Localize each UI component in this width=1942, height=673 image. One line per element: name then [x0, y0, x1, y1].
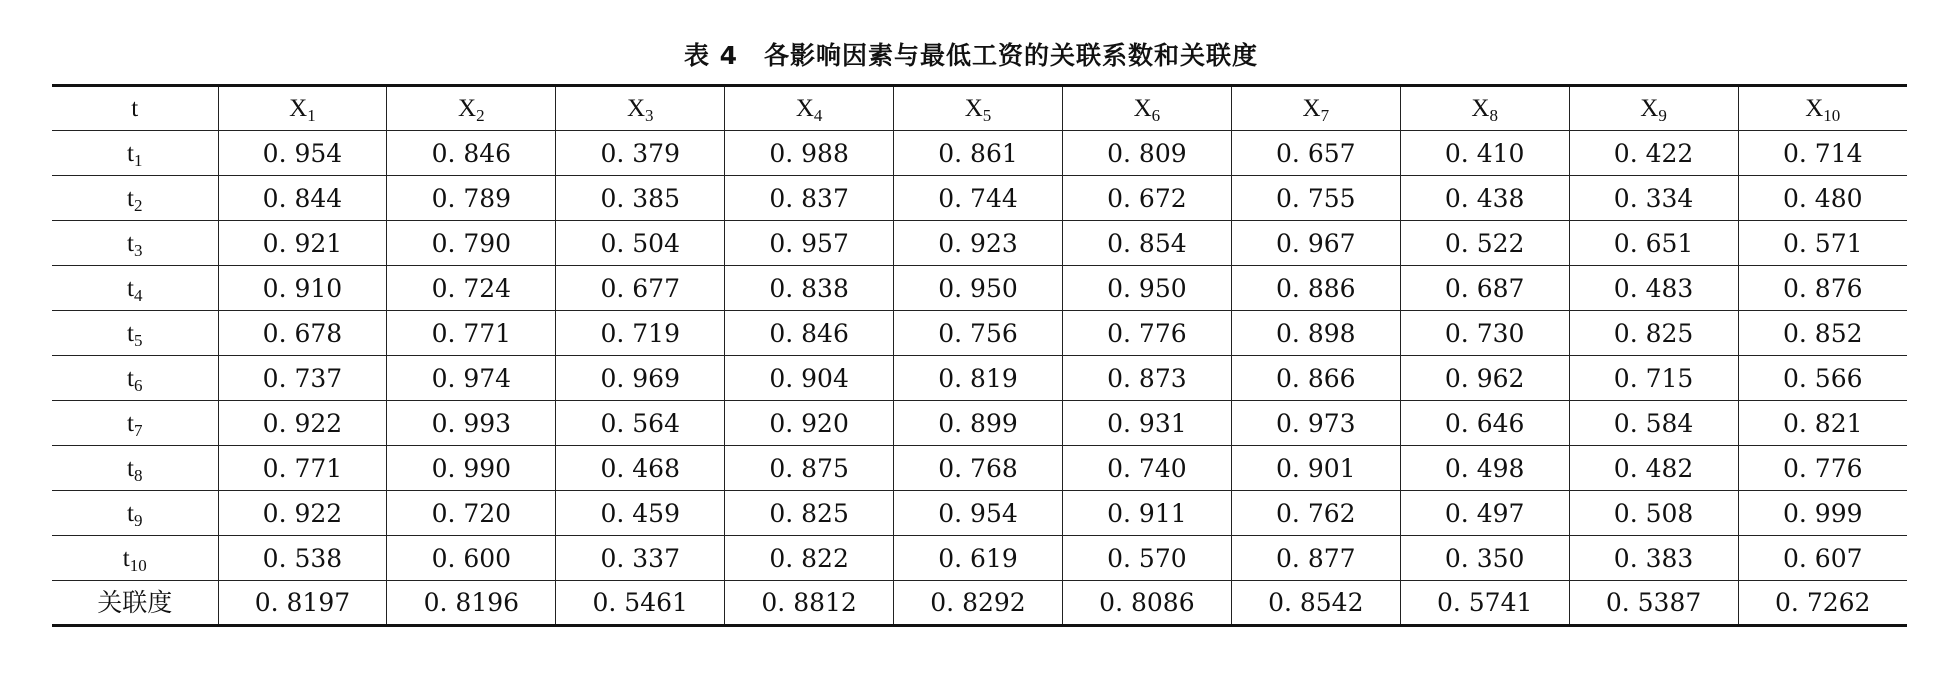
column-header-subscript: 9 [1658, 106, 1667, 125]
table-cell: 0. 651 [1569, 221, 1738, 266]
table-cell: 0. 854 [1062, 221, 1231, 266]
row-header-subscript: 4 [133, 285, 143, 305]
column-header-base: X [1302, 95, 1321, 122]
column-header-subscript: 10 [1823, 106, 1841, 125]
summary-cell: 0. 8292 [894, 581, 1063, 626]
column-header-subscript: 6 [1151, 106, 1161, 125]
column-header-subscript: 5 [982, 106, 992, 125]
column-header-subscript: 8 [1489, 106, 1498, 125]
row-header [52, 131, 218, 176]
table-cell: 0. 410 [1400, 131, 1569, 176]
table-cell: 0. 922 [218, 401, 387, 446]
table-cell: 0. 657 [1231, 131, 1400, 176]
table-cell: 0. 954 [218, 131, 387, 176]
table-cell: 0. 973 [1231, 401, 1400, 446]
table-cell: 0. 923 [894, 221, 1063, 266]
table-cell: 0. 876 [1738, 266, 1907, 311]
table-cell: 0. 822 [725, 536, 894, 581]
row-header-subscript: 6 [133, 375, 143, 395]
column-header-base: X [795, 95, 814, 122]
row-header [52, 536, 218, 581]
table-cell: 0. 337 [556, 536, 725, 581]
table-cell: 0. 522 [1400, 221, 1569, 266]
table-cell: 0. 497 [1400, 491, 1569, 536]
column-header [894, 86, 1063, 131]
table-cell: 0. 899 [894, 401, 1063, 446]
row-header [52, 311, 218, 356]
table-cell: 0. 756 [894, 311, 1063, 356]
table-cell: 0. 538 [218, 536, 387, 581]
table-row [52, 311, 1907, 356]
table-cell: 0. 646 [1400, 401, 1569, 446]
row-header [52, 221, 218, 266]
table-cell: 0. 974 [387, 356, 556, 401]
column-header-base: X [1471, 95, 1490, 122]
table-cell: 0. 672 [1062, 176, 1231, 221]
row-header [52, 176, 218, 221]
summary-label: 关联度 [52, 581, 218, 626]
table-cell: 0. 483 [1569, 266, 1738, 311]
row-header [52, 491, 218, 536]
row-header [52, 356, 218, 401]
column-header [1062, 86, 1231, 131]
table-cell: 0. 584 [1569, 401, 1738, 446]
table-title: 各影响因素与最低工资的关联系数和关联度 [764, 41, 1259, 70]
table-row [52, 131, 1907, 176]
summary-cell: 0. 8086 [1062, 581, 1231, 626]
row-header-base: t [127, 364, 134, 392]
table-cell: 0. 768 [894, 446, 1063, 491]
summary-cell: 0. 8812 [725, 581, 894, 626]
table-cell: 0. 999 [1738, 491, 1907, 536]
table-cell: 0. 901 [1231, 446, 1400, 491]
table-cell: 0. 571 [1738, 221, 1907, 266]
table-cell: 0. 886 [1231, 266, 1400, 311]
table-cell: 0. 911 [1062, 491, 1231, 536]
table-cell: 0. 950 [894, 266, 1063, 311]
table-cell: 0. 838 [725, 266, 894, 311]
table-cell: 0. 821 [1738, 401, 1907, 446]
table-cell: 0. 564 [556, 401, 725, 446]
summary-cell: 0. 5387 [1569, 581, 1738, 626]
column-header [1231, 86, 1400, 131]
table-cell: 0. 504 [556, 221, 725, 266]
row-header-subscript: 3 [133, 240, 143, 260]
column-header [1738, 86, 1907, 131]
row-header-base: t [127, 139, 134, 167]
table-cell: 0. 482 [1569, 446, 1738, 491]
column-header [1400, 86, 1569, 131]
table-row [52, 221, 1907, 266]
corner-header: t [52, 86, 218, 131]
table-cell: 0. 920 [725, 401, 894, 446]
table-cell: 0. 619 [894, 536, 1063, 581]
table-cell: 0. 762 [1231, 491, 1400, 536]
table-cell: 0. 819 [894, 356, 1063, 401]
table-cell: 0. 852 [1738, 311, 1907, 356]
table-cell: 0. 730 [1400, 311, 1569, 356]
table-cell: 0. 846 [725, 311, 894, 356]
column-header-base: X [289, 95, 308, 122]
table-cell: 0. 498 [1400, 446, 1569, 491]
table-cell: 0. 600 [387, 536, 556, 581]
table-cell: 0. 931 [1062, 401, 1231, 446]
table-row [52, 176, 1907, 221]
table-cell: 0. 921 [218, 221, 387, 266]
table-cell: 0. 776 [1738, 446, 1907, 491]
table-cell: 0. 789 [387, 176, 556, 221]
table-cell: 0. 809 [1062, 131, 1231, 176]
column-header [1569, 86, 1738, 131]
row-header-subscript: 10 [129, 555, 147, 575]
column-header-subscript: 3 [645, 106, 654, 125]
row-header-subscript: 2 [133, 195, 143, 215]
table-cell: 0. 950 [1062, 266, 1231, 311]
summary-cell: 0. 5741 [1400, 581, 1569, 626]
row-header-base: t [127, 499, 134, 527]
summary-cell: 0. 7262 [1738, 581, 1907, 626]
column-header-base: X [1805, 95, 1824, 122]
table-cell: 0. 904 [725, 356, 894, 401]
table-cell: 0. 875 [725, 446, 894, 491]
table-cell: 0. 776 [1062, 311, 1231, 356]
row-header-subscript: 1 [133, 150, 143, 170]
table-cell: 0. 910 [218, 266, 387, 311]
table-cell: 0. 687 [1400, 266, 1569, 311]
row-header [52, 266, 218, 311]
summary-row [52, 581, 1907, 626]
table-cell: 0. 508 [1569, 491, 1738, 536]
table-cell: 0. 771 [387, 311, 556, 356]
table-cell: 0. 866 [1231, 356, 1400, 401]
row-header-subscript: 9 [133, 510, 143, 530]
column-header-base: X [964, 95, 983, 122]
table-cell: 0. 744 [894, 176, 1063, 221]
table-cell: 0. 962 [1400, 356, 1569, 401]
table-cell: 0. 678 [218, 311, 387, 356]
table-cell: 0. 385 [556, 176, 725, 221]
table-row [52, 536, 1907, 581]
row-header-subscript: 5 [133, 330, 143, 350]
summary-cell: 0. 8542 [1231, 581, 1400, 626]
table-cell: 0. 969 [556, 356, 725, 401]
correlation-table [52, 84, 1907, 627]
row-header-base: t [122, 544, 130, 572]
table-row [52, 446, 1907, 491]
table-row [52, 356, 1907, 401]
table-cell: 0. 724 [387, 266, 556, 311]
table-cell: 0. 954 [894, 491, 1063, 536]
table-cell: 0. 861 [894, 131, 1063, 176]
table-cell: 0. 570 [1062, 536, 1231, 581]
table-cell: 0. 873 [1062, 356, 1231, 401]
column-header-base: X [626, 95, 645, 122]
column-header-base: X [1133, 95, 1152, 122]
table-cell: 0. 719 [556, 311, 725, 356]
table-cell: 0. 825 [725, 491, 894, 536]
table-cell: 0. 480 [1738, 176, 1907, 221]
table-cell: 0. 607 [1738, 536, 1907, 581]
column-header-subscript: 4 [813, 106, 823, 125]
row-header [52, 401, 218, 446]
table-cell: 0. 993 [387, 401, 556, 446]
table-cell: 0. 438 [1400, 176, 1569, 221]
row-header-base: t [127, 319, 134, 347]
row-header-base: t [127, 229, 134, 257]
table-body [52, 131, 1907, 626]
table-cell: 0. 898 [1231, 311, 1400, 356]
row-header-base: t [127, 184, 134, 212]
table-cell: 0. 350 [1400, 536, 1569, 581]
table-cell: 0. 714 [1738, 131, 1907, 176]
table-cell: 0. 755 [1231, 176, 1400, 221]
column-header [218, 86, 387, 131]
header-row [52, 86, 1907, 131]
table-row [52, 401, 1907, 446]
summary-cell: 0. 8196 [387, 581, 556, 626]
table-cell: 0. 877 [1231, 536, 1400, 581]
column-header-subscript: 1 [307, 106, 316, 125]
column-header-subscript: 2 [476, 106, 485, 125]
column-header-base: X [1640, 95, 1659, 122]
summary-cell: 0. 8197 [218, 581, 387, 626]
column-header-base: X [458, 95, 477, 122]
table-number: 表 4 [683, 41, 739, 70]
table-cell: 0. 334 [1569, 176, 1738, 221]
table-cell: 0. 790 [387, 221, 556, 266]
table-cell: 0. 988 [725, 131, 894, 176]
table-cell: 0. 825 [1569, 311, 1738, 356]
row-header-base: t [127, 409, 134, 437]
column-header [725, 86, 894, 131]
table-cell: 0. 566 [1738, 356, 1907, 401]
table-cell: 0. 740 [1062, 446, 1231, 491]
table-cell: 0. 846 [387, 131, 556, 176]
row-header-base: t [127, 274, 134, 302]
table-cell: 0. 422 [1569, 131, 1738, 176]
table-cell: 0. 468 [556, 446, 725, 491]
table-cell: 0. 720 [387, 491, 556, 536]
column-header [556, 86, 725, 131]
summary-cell: 0. 5461 [556, 581, 725, 626]
row-header-subscript: 8 [133, 465, 143, 485]
table-cell: 0. 967 [1231, 221, 1400, 266]
table-caption [0, 36, 1942, 72]
table-cell: 0. 737 [218, 356, 387, 401]
table-cell: 0. 677 [556, 266, 725, 311]
table-cell: 0. 379 [556, 131, 725, 176]
table-cell: 0. 990 [387, 446, 556, 491]
table-cell: 0. 771 [218, 446, 387, 491]
table-cell: 0. 459 [556, 491, 725, 536]
row-header [52, 446, 218, 491]
table-row [52, 491, 1907, 536]
table-cell: 0. 837 [725, 176, 894, 221]
row-header-base: t [127, 454, 134, 482]
table-cell: 0. 383 [1569, 536, 1738, 581]
table-row [52, 266, 1907, 311]
table-cell: 0. 957 [725, 221, 894, 266]
table-cell: 0. 922 [218, 491, 387, 536]
row-header-subscript: 7 [133, 420, 143, 440]
column-header [387, 86, 556, 131]
column-header-subscript: 7 [1320, 106, 1330, 125]
table-cell: 0. 715 [1569, 356, 1738, 401]
table-cell: 0. 844 [218, 176, 387, 221]
